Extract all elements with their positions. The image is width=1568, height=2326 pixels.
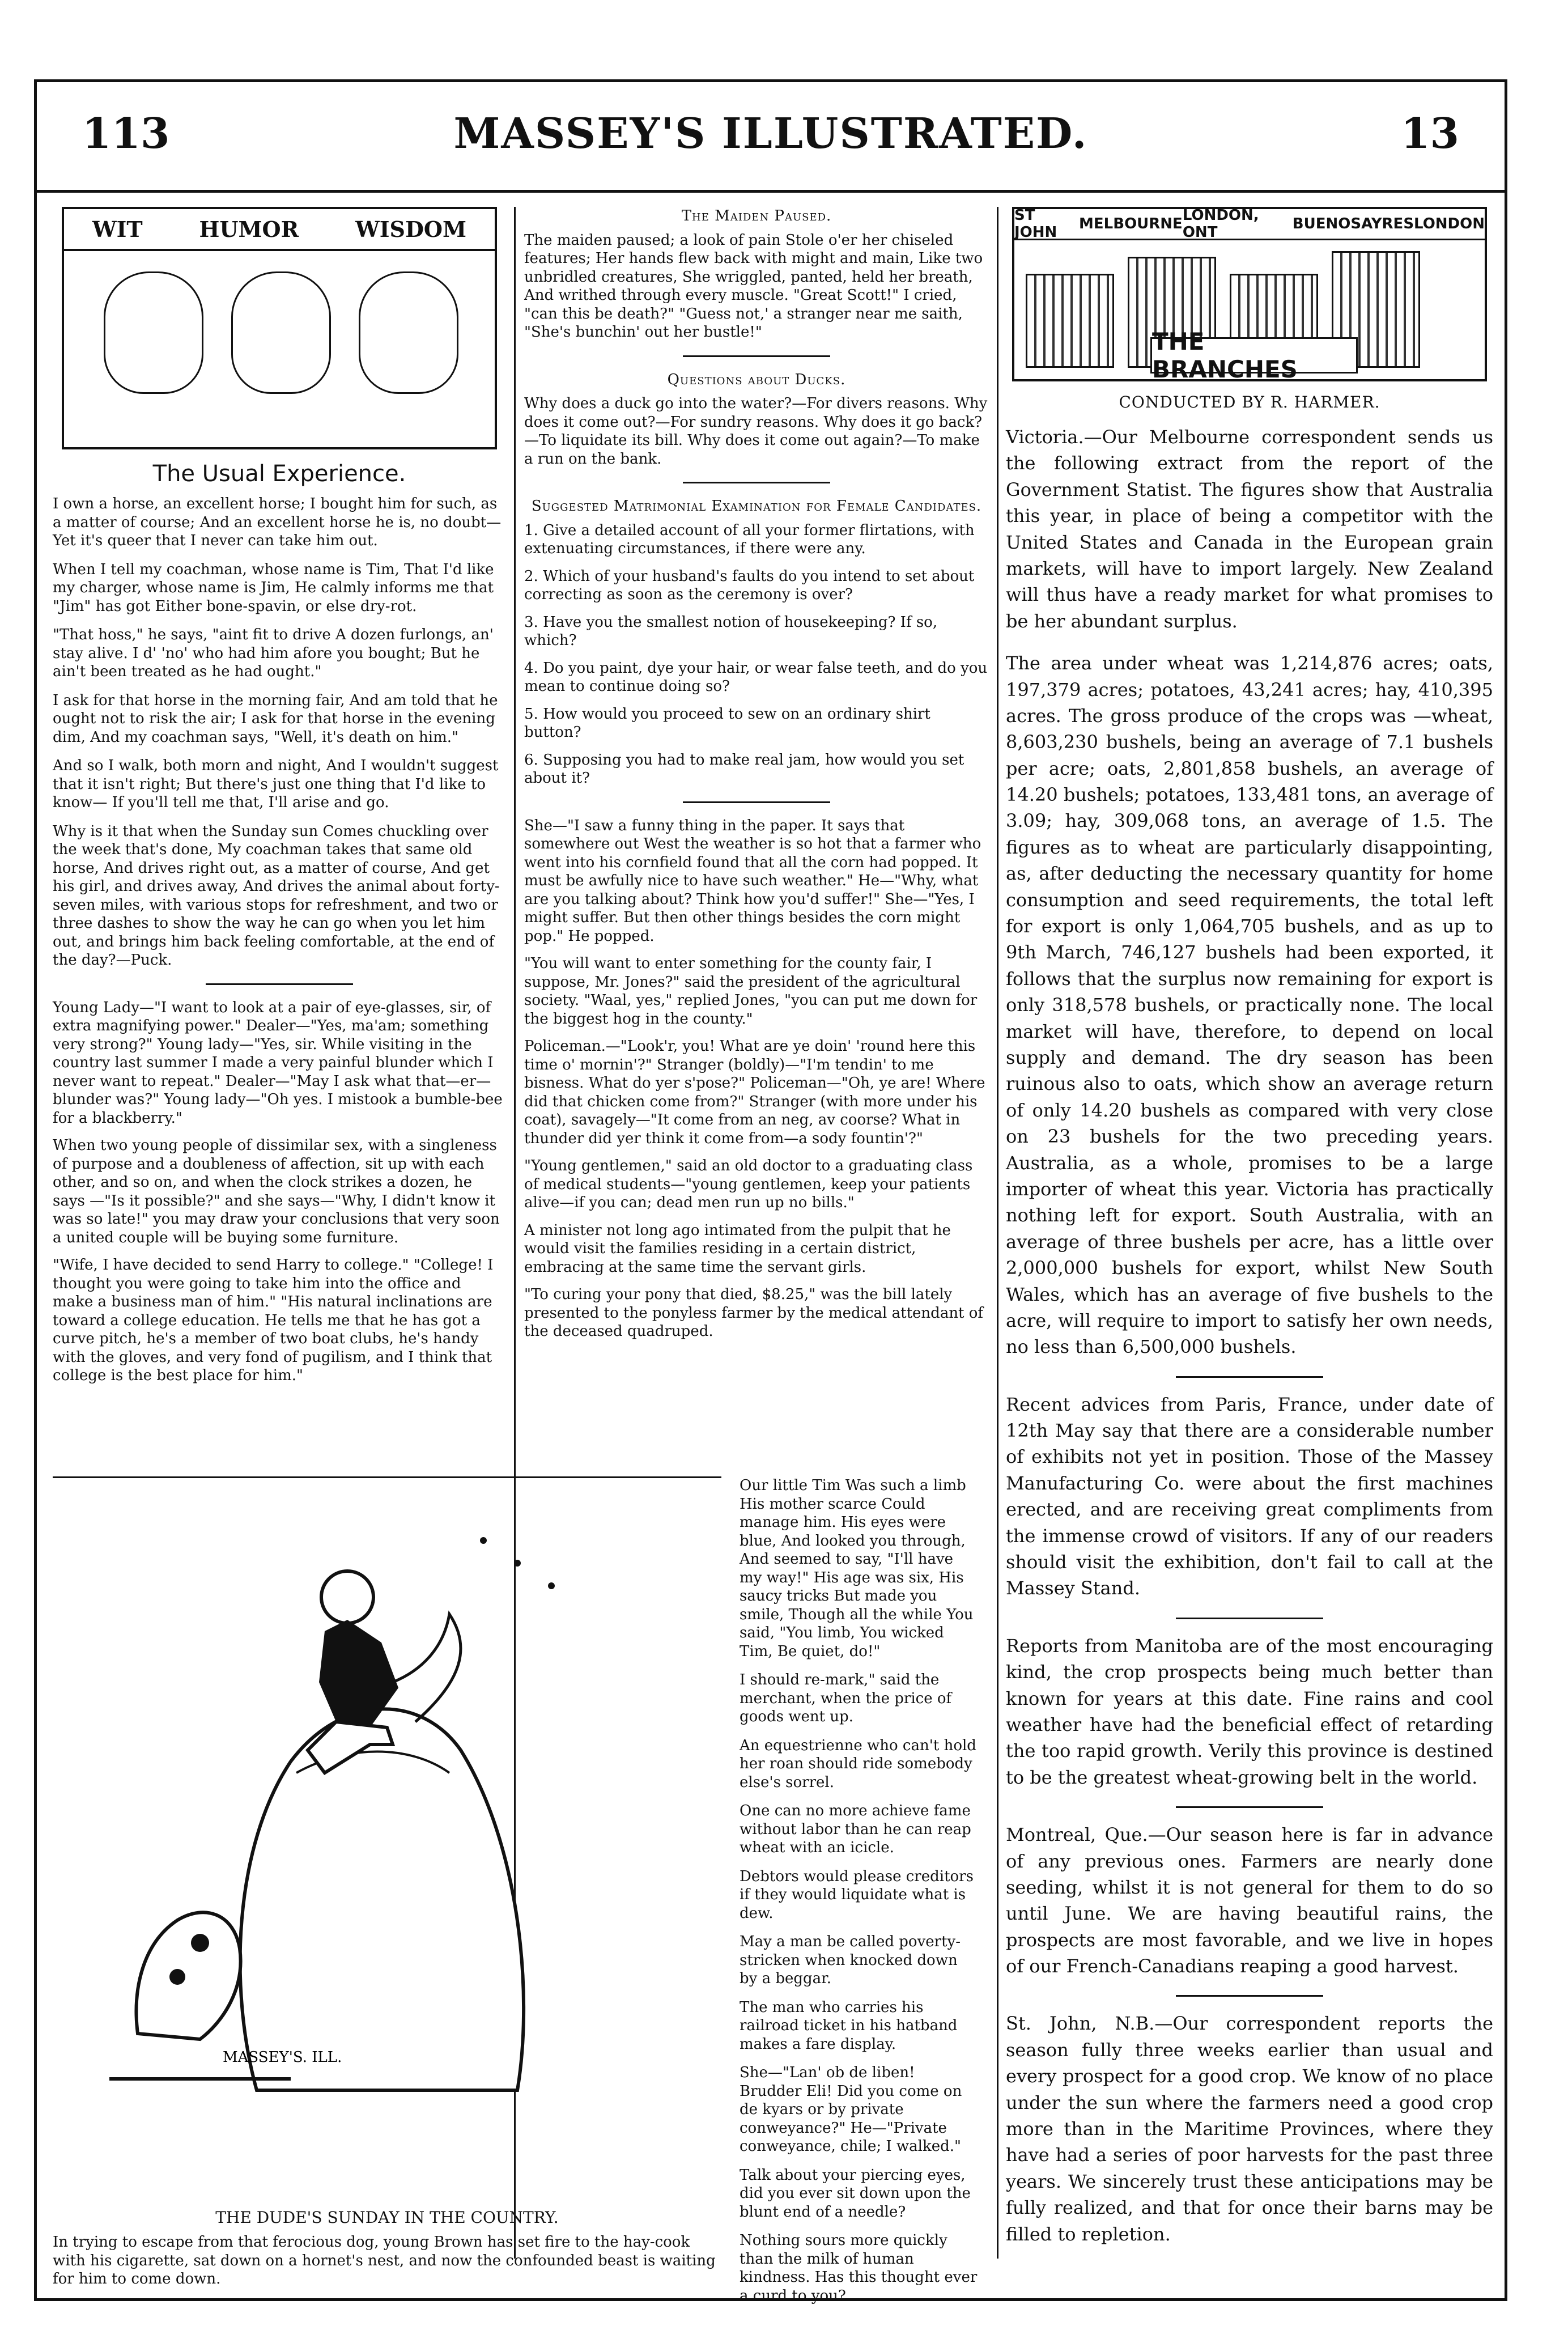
building-icon: [1026, 274, 1114, 368]
paragraph: The area under wheat was 1,214,876 acres; oats, 197,379 acres; potatoes, 43,241 acres; hay, 410,395 acres. The gross produce of the crops was —wheat, 8,603,230 bushels, being an average of 7.1 bushels per acre; oats, 2,801,858 bushels, an average of 14.20 bushels; potatoes, 133,481 tons, an average of 3.09; hay, 309,068 tons, an average of 1.5. The figures as to wheat are particularly disappointing, as, after deducting the necessary quantity for home consumption and seed requirements, the total left for export is only 1,064,705 bushels, and as up to 9th March, 746,127 bushels had been exported, it follows that the surplus now remaining for export is only 318,578 bushels, or practically none. The local market will have, therefore, to depend on local supply and demand. The dry season has been ruinous also to oats, which show an average return of only 14.20 bushels as compared with very close on 23 bushels for the two preceding years. Australia, as a whole, promises to be a large importer of wheat this year. Victoria has practically nothing left for export. South Australia, with an average of three bushels per acre, has a little over 2,000,000 bushels for export, whilst New South Wales, which has an average of five bushels to the acre, will require to import to satisfy her own needs, no less than 6,500,000 bushels.: [1006, 652, 1493, 1358]
separator-line: [1176, 1806, 1323, 1808]
middle-paragraphs: [524, 817, 989, 1341]
mini-item: Nothing sours more quickly than the milk of human kindness. Has this thought ever a curd to you?: [740, 2232, 978, 2304]
logo-word-humor: HUMOR: [199, 216, 299, 242]
paragraph: Victoria.—Our Melbourne correspondent sends us the following extract from the report of the Government Statist. The figures show that Australia this year, in place of being a competitor with the United States and Canada in the European grain markets, will have to import largely. New Zealand will thus have a ready market for what promises to be her abundant surplus.: [1006, 426, 1493, 632]
cartoon-svg: [53, 1478, 721, 2124]
separator-line: [683, 355, 830, 357]
branch-label: LONDON, ONT: [1182, 207, 1259, 241]
face-icon: [231, 271, 331, 394]
paragraph: Reports from Manitoba are of the most encouraging kind, the crop prospects being much better than known for years at this date. Fine rains and cool weather have had the beneficial effect of retarding the too rapid growth. Verily this province is destined to be the greatest wheat-growing belt in the world.: [1006, 1635, 1493, 1788]
wit-humor-wisdom-logo: [62, 207, 497, 449]
paragraph: She—"I saw a funny thing in the paper. It says that somewhere out West the weather is so hot that a farmer who went into his cornfield found that all the corn had popped. It must be awfully nice to have such weather." He—"Why, what are you talking about? Think how you'd suffer!" She—"Yes, I might suffer. But then other things besides the corn might pop." He popped.: [524, 817, 981, 945]
paragraph: Montreal, Que.—Our season here is far in advance of any previous ones. Farmers are nearly done seeding, whilst it is not general for them to do so until June. We are having beautiful rains, the prospects are most favorable, and we live in hopes of our French-Canadians reaping a good harvest.: [1006, 1824, 1493, 1977]
branch-label: ST JOHN: [1014, 207, 1057, 241]
paragraph: Young Lady—"I want to look at a pair of eye-glasses, sir, of extra magnifying power." Dealer—"Yes, ma'am; something very strong?" Young lady—"Yes, sir. While visiting in the country last summer I made a very painful blunder which I never want to repeat." Dealer—"May I ask what that—er—blunder was?" Young lady—"Oh yes. I mistook a bumble-bee for a blackberry.": [53, 999, 503, 1127]
matrimonial-item: 5. How would you proceed to sew on an ordinary shirt button?: [524, 705, 930, 741]
branches-title: THE BRANCHES: [1150, 337, 1358, 373]
mini-item: One can no more achieve fame without labor than he can reap wheat with an icicle.: [740, 1802, 971, 1856]
poem-stanza: "That hoss," he says, "aint fit to drive A dozen furlongs, an' stay alive. I d' 'no' who had him afore you bought; But he ain't been treated as he had ought.": [53, 626, 494, 680]
paragraph: "To curing your pony that died, $8.25," was the bill lately presented to the ponyless farmer by the medical attendant of the deceased quadruped.: [524, 1286, 984, 1340]
ducks-text: Why does a duck go into the water?—For divers reasons. Why does it come out?—For sundry reasons. Why does it go back?—To liquidate its bill. Why does it come out again?—To make a run on the bank.: [524, 395, 988, 468]
mini-item: An equestrienne who can't hold her roan should ride somebody else's sorrel.: [740, 1737, 976, 1791]
separator-line: [1176, 1618, 1323, 1619]
mini-item: Our little Tim Was such a limb His mother scarce Could manage him. His eyes were blue, And looked you through, And seemed to say, "I'll have my way!" His age was six, His saucy tricks But made you smile, Though all the while You said, "You limb, You wicked Tim, Be quiet, do!": [740, 1477, 974, 1660]
face-icon: [104, 271, 203, 394]
dog-shape: [137, 1912, 241, 2039]
matrimonial-item: 4. Do you paint, dye your hair, or wear false teeth, and do you mean to continue doing so?: [524, 659, 988, 695]
branches-locations: [1014, 209, 1485, 240]
header-rule: [37, 190, 1505, 193]
cartoon-description: In trying to escape from that ferocious dog, young Brown has set fire to the hay-cook with his cigarette, sat down on a hornet's nest, and now the confounded beast is waiting for him to come down.: [53, 2234, 716, 2287]
matrimonial-title: Suggested Matrimonial Examination for Female Candidates.: [531, 498, 982, 515]
cartoon-caption: [53, 2208, 721, 2289]
paragraph: "Young gentlemen," said an old doctor to a graduating class of medical students—"young gentlemen, keep your patients alive—if you can; dead men run up no bills.": [524, 1157, 973, 1211]
branch-label: BUENOSAYRES: [1292, 215, 1414, 232]
page-number-right: 13: [1401, 109, 1459, 158]
matrimonial-item: 3. Have you the smallest notion of housekeeping? If so, which?: [524, 613, 938, 649]
cartoon-title: THE DUDE'S SUNDAY IN THE COUNTRY.: [215, 2208, 559, 2227]
column-divider-2: [997, 207, 998, 2259]
page-header: [37, 82, 1505, 196]
logo-band: [64, 209, 495, 251]
separator-line: [1176, 1376, 1323, 1378]
column-left: [53, 207, 506, 1394]
separator-line: [683, 801, 830, 803]
branches-illustration: [1012, 207, 1487, 381]
ducks-title: Questions about Ducks.: [667, 371, 846, 388]
paragraph: Recent advices from Paris, France, under date of 12th May say that there are a considerable number of exhibits not yet in position. Those of the Massey Manufacturing Co. were about the first machines erected, and are receiving great compliments from the immense crowd of visitors. If any of our readers should visit the exhibition, don't fail to call at the Massey Stand.: [1006, 1393, 1493, 1599]
face-icon: [359, 271, 458, 394]
paragraph: St. John, N.B.—Our correspondent reports the season fully three weeks earlier than usual and every prospect for a good crop. We know of no place under the sun where the farmers need a good crop more than in the Maritime Provinces, where they have had a series of poor harvests for the past three years. We sincerely trust these anticipations may be fully realized, and that for once their barns may be filled to repletion.: [1006, 2013, 1493, 2245]
poem-stanza: And so I walk, both morn and night, And I wouldn't suggest that it isn't right; But there's just one thing that I'd like to know— If you'll tell me that, I'll arise and go.: [53, 757, 499, 811]
matrimonial-list: [524, 521, 989, 788]
mini-item: I should re-mark," said the merchant, when the price of goods went up.: [740, 1671, 952, 1725]
paragraph: Policeman.—"Look'r, you! What are ye doin' 'round here this time o' mornin'?" Stranger (boldly)—"I'm tendin' to me bisness. What do yer s'pose?" Policeman—"Oh, ye are! Where did that chicken come from?" Stranger (with more under his coat), savagely—"It come from an neg, av coorse? What in thunder did yer think it come from—a sody fountin'?": [524, 1038, 985, 1147]
hornet-dot: [480, 1537, 487, 1544]
matrimonial-item: 6. Supposing you had to make real jam, how would you set about it?: [524, 751, 964, 787]
mini-item: The man who carries his railroad ticket in his hatband makes a fare display.: [740, 1998, 958, 2053]
right-paragraphs: [1006, 424, 1493, 2247]
branch-label: MELBOURNE: [1079, 215, 1183, 232]
hornet-dot: [548, 1582, 555, 1589]
logo-word-wisdom: WISDOM: [355, 216, 467, 242]
left-paragraphs: [53, 999, 506, 1385]
maiden-poem: The maiden paused; a look of pain Stole o'er her chiseled features; Her hands flew back with might and main, Like two unbridled creatures, She wriggled, panted, held her breath, And writhed through every muscle. "Great Scott!" I cried, "can this be death?" "Guess not,' a stranger near me saith, "She's bunchin' out her bustle!": [524, 231, 983, 341]
cartoon-signature: MASSEY'S. ILL.: [223, 2049, 342, 2066]
maiden-title: The Maiden Paused.: [681, 207, 832, 224]
dog-spot: [191, 1934, 209, 1952]
matrimonial-item: 2. Which of your husband's faults do you intend to set about correcting as soon as the ceremony is over?: [524, 567, 975, 603]
mini-item: May a man be called poverty-stricken when knocked down by a beggar.: [740, 1933, 961, 1987]
poem-stanza: I own a horse, an excellent horse; I bought him for such, as a matter of course; And an excellent horse he is, no doubt— Yet it's queer that I never can take him out.: [53, 495, 502, 549]
conducted-by: CONDUCTED BY R. HARMER.: [1119, 393, 1380, 411]
paragraph: "You will want to enter something for the county fair, I suppose, Mr. Jones?" said the president of the agricultural society. "Waal, yes," replied Jones, "you can put me down for the biggest hog in the county.": [524, 955, 978, 1028]
poem-stanza: When I tell my coachman, whose name is Tim, That I'd like my charger, whose name is Jim, He calmly informs me that "Jim" has got Either bone-spavin, or else dry-rot.: [53, 561, 494, 615]
paragraph: When two young people of dissimilar sex, with a singleness of purpose and a doubleness of affection, sit up with each other, and so on, and when the clock strikes a dozen, he says —"Is it possible?" and she says—"Why, I didn't know it was so late!" you may draw your conclusions that very soon a united couple will be buying some furniture.: [53, 1137, 500, 1246]
cartoon-illustration: [53, 1476, 721, 2192]
man-head: [321, 1571, 373, 1623]
poem-stanza: I ask for that horse in the morning fair, And am told that he ought not to risk the air; I ask for that horse in the evening dim, And my coachman says, "Well, it's death on him.": [53, 691, 498, 746]
branch-label: LONDON: [1414, 215, 1485, 232]
logo-word-wit: WIT: [92, 216, 143, 242]
hornet-dot: [514, 1560, 521, 1567]
usual-title: The Usual Experience.: [152, 461, 406, 487]
smoke-lines: [393, 1614, 461, 1722]
haystack-shape: [240, 1709, 524, 2090]
dog-spot: [169, 1969, 185, 1985]
separator-line: [206, 983, 353, 985]
mini-item: Debtors would please creditors if they would liquidate what is dew.: [740, 1867, 974, 1922]
mini-items: [740, 1476, 978, 2315]
mini-item: She—"Lan' ob de liben! Brudder Eli! Did you come on de kyars or by private conweyance?" He—"Private conweyance, chile; I walked.": [740, 2064, 962, 2155]
usual-poem: [53, 495, 506, 970]
masthead: MASSEY'S ILLUSTRATED.: [453, 109, 1088, 158]
separator-line: [683, 482, 830, 483]
paragraph: A minister not long ago intimated from the pulpit that he would visit the families residing in a certain district, embracing at the same time the servant girls.: [524, 1221, 951, 1276]
separator-line: [1176, 1995, 1323, 1997]
column-right: [1006, 207, 1493, 2263]
paragraph: "Wife, I have decided to send Harry to college." "College! I thought you were going to take him into the office and make a business man of him." "His natural inclinations are toward a college education. He tells me that he has got a curve pitch, he's a member of two boat clubs, he's handy with the gloves, and very fond of pugilism, and I think that college is the best place for him.": [53, 1257, 494, 1384]
matrimonial-item: 1. Give a detailed account of all your former flirtations, with extenuating circumstances, if there were any.: [524, 521, 975, 557]
column-middle: [524, 207, 989, 1350]
page-number-left: 113: [82, 109, 170, 158]
newspaper-page: [34, 79, 1507, 2304]
poem-stanza: Why is it that when the Sunday sun Comes chuckling over the week that's done, My coachman takes that same old horse, And drives right out, as a matter of course, And get his girl, and drives away, And drives the animal about forty-seven miles, with various stops for refreshment, and two or three dashes to show the way he can go when you let him out, and brings him back feeling comfortable, at the end of the day?—Puck.: [53, 822, 500, 969]
mini-item: Talk about your piercing eyes, did you ever sit down upon the blunt end of a needle?: [740, 2166, 971, 2221]
